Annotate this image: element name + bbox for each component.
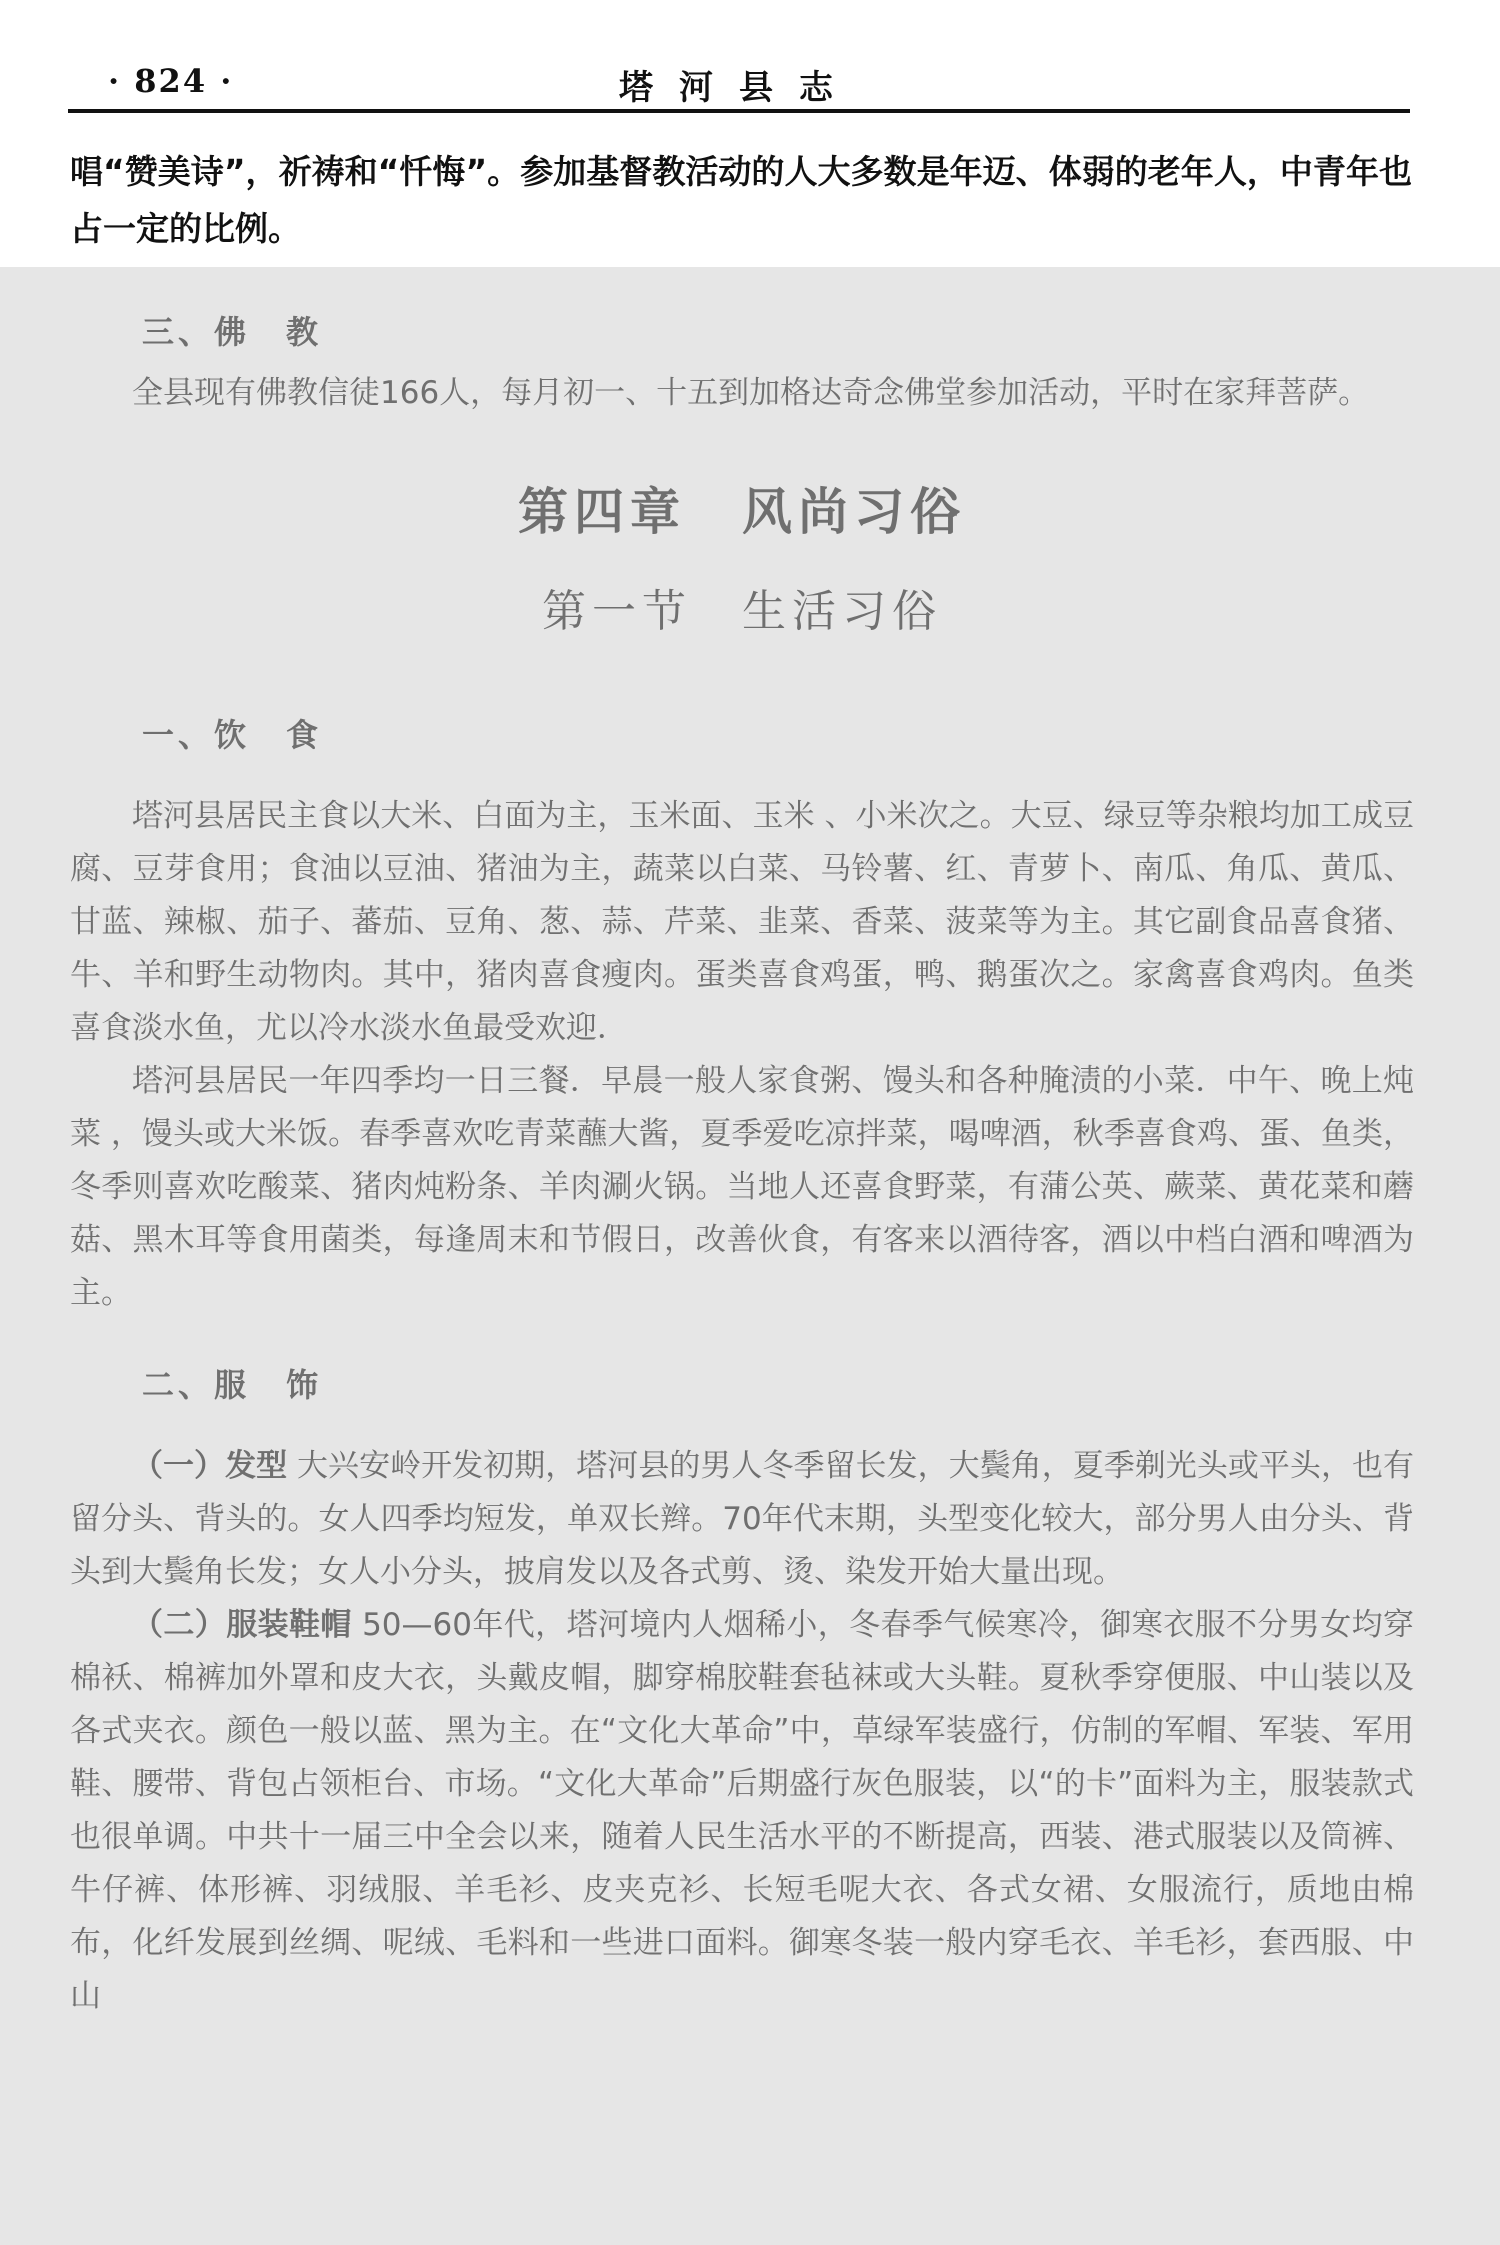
hair-subheading: （一）发型 <box>132 1448 288 1484</box>
diet-heading: 一、饮 食 <box>142 716 323 754</box>
chapter-title: 第四章 风尚习俗 <box>518 483 966 541</box>
buddhism-heading: 三、佛 教 <box>142 313 323 351</box>
section-title: 第一节 生活习俗 <box>542 586 942 637</box>
hair-paragraph <box>70 1440 1414 1599</box>
dress-text: 50—60年代，塔河境内人烟稀小，冬春季气候寒冷，御寒衣服不分男女均穿棉袄、棉裤加外罩和皮大衣，头戴皮帽，脚穿棉胶鞋套毡袜或大头鞋。夏秋季穿便服、中山装以及各式夹衣。颜色一般以蓝、黑为主。在“文化大革命”中，草绿军装盛行，仿制的军帽、军装、军用鞋、腰带、背包占领柜台、市场。“文化大革命”后期盛行灰色服装，以“的卡”面料为主，服装款式也很单调。中共十一届三中全会以来，随着人民生活水平的不断提高，西装、港式服装以及筒裤、牛仔裤、体形裤、羽绒服、羊毛衫、皮夹克衫、长短毛呢大衣、各式女裙、女服流行，质地由棉布，化纤发展到丝绸、呢绒、毛料和一些进口面料。御寒冬装一般内穿毛衣、羊毛衫，套西服、中山 <box>70 1607 1415 2014</box>
intro-paragraph: 唱“赞美诗”，祈祷和“忏悔”。参加基督教活动的人大多数是年迈、体弱的老年人，中青年也占一定的比例。 <box>70 152 1412 248</box>
dress-subheading: （二）服装鞋帽 <box>132 1607 352 1643</box>
book-title: 塔河县志 <box>619 68 859 108</box>
dress-paragraph <box>70 1599 1414 2023</box>
diet-paragraph-2: 塔河县居民一年四季均一日三餐．早晨一般人家食粥、馒头和各种腌渍的小菜．中午、晚上炖菜 ，馒头或大米饭。春季喜欢吃青菜蘸大酱，夏季爱吃凉拌菜，喝啤酒，秋季喜食鸡、蛋、鱼类，冬季则喜欢吃酸菜、猪肉炖粉条、羊肉涮火锅。当地人还喜食野菜，有蒲公英、蕨菜、黄花菜和蘑菇、黑木耳等食用菌类，每逢周末和节假日，改善伙食，有客来以酒待客，酒以中档白酒和啤酒为主。 <box>70 1063 1414 1311</box>
page-header <box>68 50 1410 110</box>
buddhism-paragraph: 全县现有佛教信徒166人，每月初一、十五到加格达奇念佛堂参加活动，平时在家拜菩萨。 <box>132 375 1370 411</box>
main-content <box>70 267 1414 2023</box>
hair-text: 大兴安岭开发初期，塔河县的男人冬季留长发，大鬓角，夏季剃光头或平头，也有留分头、背头的。女人四季均短发，单双长辫。70年代末期，头型变化较大，部分男人由分头、背头到大鬓角长发；女人小分头，披肩发以及各式剪、烫、染发开始大量出现。 <box>70 1448 1415 1590</box>
header-rule <box>68 109 1410 113</box>
clothing-heading: 二、服 饰 <box>142 1366 323 1404</box>
diet-paragraph-1: 塔河县居民主食以大米、白面为主，玉米面、玉米 、小米次之。大豆、绿豆等杂粮均加工成豆腐、豆芽食用；食油以豆油、猪油为主，蔬菜以白菜、马铃薯、红、青萝卜、南瓜、角瓜、黄瓜、甘蓝、辣椒、茄子、蕃茄、豆角、葱、蒜、芹菜、韭菜、香菜、菠菜等为主。其它副食品喜食猪、牛、羊和野生动物肉。其中，猪肉喜食瘦肉。蛋类喜食鸡蛋，鸭、鹅蛋次之。家禽喜食鸡肉。鱼类喜食淡水鱼，尤以冷水淡水鱼最受欢迎． <box>70 798 1414 1046</box>
page-number: · 824 · <box>108 62 234 100</box>
